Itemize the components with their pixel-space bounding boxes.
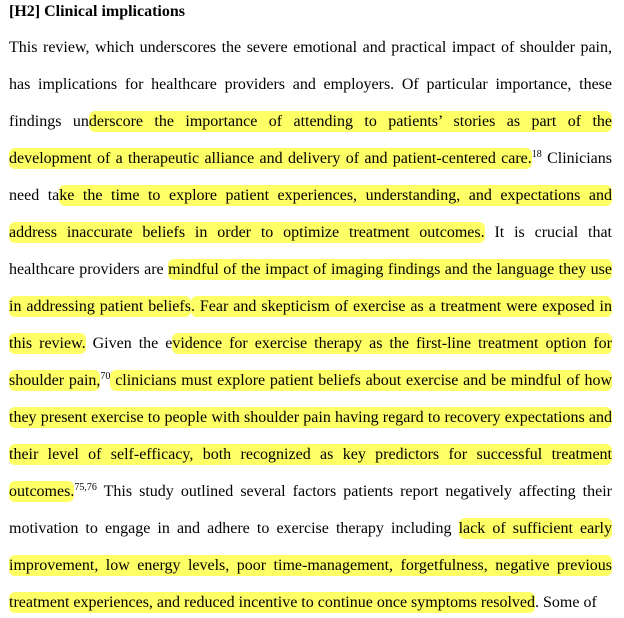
highlighted-text: lack of sufficient early: [458, 520, 612, 537]
highlighted-text: this review.: [9, 335, 86, 352]
text-line: [9, 37, 612, 59]
text-line: [9, 592, 597, 614]
text-span: Clinicians: [541, 150, 613, 167]
highlighted-text: shoulder pain,: [9, 372, 101, 389]
highlighted-text: their level of self-efficacy, both recognized as key predictors for successful treatment: [9, 446, 612, 463]
text-line: [9, 74, 612, 96]
text-line: [9, 407, 612, 429]
text-line: [9, 222, 612, 244]
highlighted-text: in addressing patient beliefs: [9, 298, 191, 315]
text-line: [9, 555, 612, 577]
text-line: [9, 518, 612, 540]
highlighted-text: development of a therapeutic alliance and delivery of and patient-centered care.: [9, 150, 532, 167]
text-span: This study outlined several factors patients report negatively affecting their: [96, 483, 612, 500]
text-line: [9, 259, 612, 281]
text-span: . Some of: [535, 594, 597, 611]
section-heading: [H2] Clinical implications: [9, 3, 185, 20]
text-span: This review, which underscores the severe emotional and practical impact of shoulder pain,: [9, 39, 612, 56]
highlighted-text: . Fear and skepticism of exercise as a treatment were exposed in: [190, 298, 613, 315]
text-line: [9, 296, 612, 318]
text-span: need ta: [9, 187, 60, 204]
citation-superscript: 18: [531, 149, 542, 160]
text-span: Given the e: [85, 335, 173, 352]
highlighted-text: improvement, low energy levels, poor time-management, forgetfulness, negative previous: [9, 557, 612, 574]
highlighted-text: clinicians must explore patient beliefs about exercise and be mindful of how: [110, 372, 612, 389]
highlighted-text: address inaccurate beliefs in order to optimize treatment outcomes.: [9, 224, 485, 241]
citation-superscript: 70: [100, 371, 111, 382]
highlighted-text: ke the time to explore patient experiences, understanding, and expectations and: [59, 187, 613, 204]
text-line: [9, 111, 612, 133]
text-line: [9, 185, 612, 207]
highlighted-text: mindful of the impact of imaging findings and the language they use: [168, 261, 613, 278]
text-span: motivation to engage in and adhere to exercise therapy including: [9, 520, 459, 537]
highlighted-text: outcomes.: [9, 483, 75, 500]
text-span: findings un: [9, 113, 89, 130]
highlighted-text: they present exercise to people with shoulder pain having regard to recovery expectations and: [9, 409, 612, 426]
text-line: [9, 333, 612, 355]
text-span: has implications for healthcare providers and employers. Of particular importance, these: [9, 76, 612, 93]
highlighted-text: vidence for exercise therapy as the first-line treatment option for: [172, 335, 613, 352]
text-span: It is crucial that: [484, 224, 612, 241]
text-line: [9, 481, 612, 503]
highlighted-text: derscore the importance of attending to patients’ stories as part of the: [88, 113, 612, 130]
highlighted-text: treatment experiences, and reduced incentive to continue once symptoms resolved: [9, 594, 536, 611]
text-line: [9, 148, 612, 170]
text-line: [9, 370, 612, 392]
citation-superscript: 75,76: [74, 482, 97, 493]
text-line: [9, 444, 612, 466]
text-span: healthcare providers are: [9, 261, 169, 278]
